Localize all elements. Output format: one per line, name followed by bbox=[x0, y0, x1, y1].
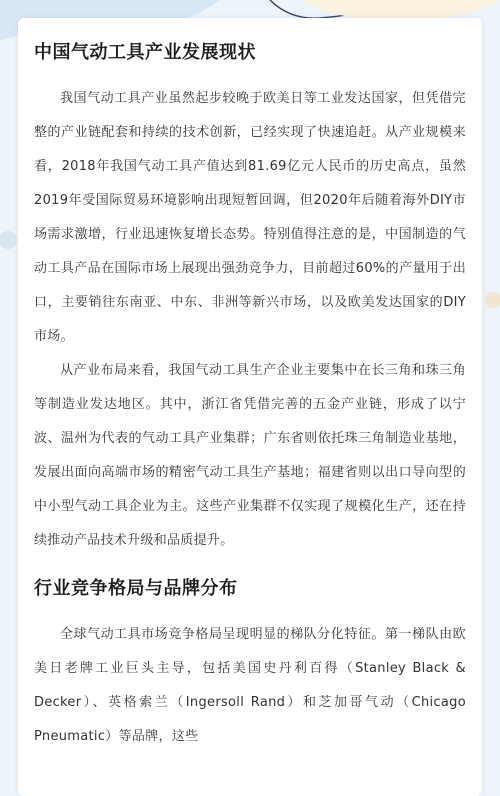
article-card bbox=[18, 18, 482, 796]
paragraph-industry-layout: 从产业布局来看，我国气动工具生产企业主要集中在长三角和珠三角等制造业发达地区。其中，浙江省凭借完善的五金产业链，形成了以宁波、温州为代表的气动工具产业集群；广东省则依托珠三角制造业基地，发展出面向高端市场的精密气动工具生产基地；福建省则以出口导向型的中小型气动工具企业为主。这些产业集群不仅实现了规模化生产，还在持续推动产品技术升级和品质提升。 bbox=[34, 363, 466, 548]
section-title-competition: 行业竞争格局与品牌分布 bbox=[34, 578, 238, 599]
paragraph-industry-scale: 我国气动工具产业虽然起步较晚于欧美日等工业发达国家，但凭借完整的产业链配套和持续的技术创新，已经实现了快速追赶。从产业规模来看，2018年我国气动工具产值达到81.69亿元人民币的历史高点，虽然2019年受国际贸易环境影响出现短暂回调，但2020年后随着海外DIY市场需求激增，行业迅速恢复增长态势。特别值得注意的是，中国制造的气动工具产品在国际市场上展现出强劲竞争力，目前超过60%的产量用于出口，主要销往东南亚、中东、非洲等新兴市场，以及欧美发达国家的DIY市场。 bbox=[34, 91, 466, 344]
paragraph-competition: 全球气动工具市场竞争格局呈现明显的梯队分化特征。第一梯队由欧美日老牌工业巨头主导，包括美国史丹利百得（Stanley Black & Decker）、英格索兰（Ingersoll Rand）和芝加哥气动（Chicago Pneumatic）等品牌，这些 bbox=[34, 627, 466, 744]
section-title-status: 中国气动工具产业发展现状 bbox=[34, 42, 256, 63]
